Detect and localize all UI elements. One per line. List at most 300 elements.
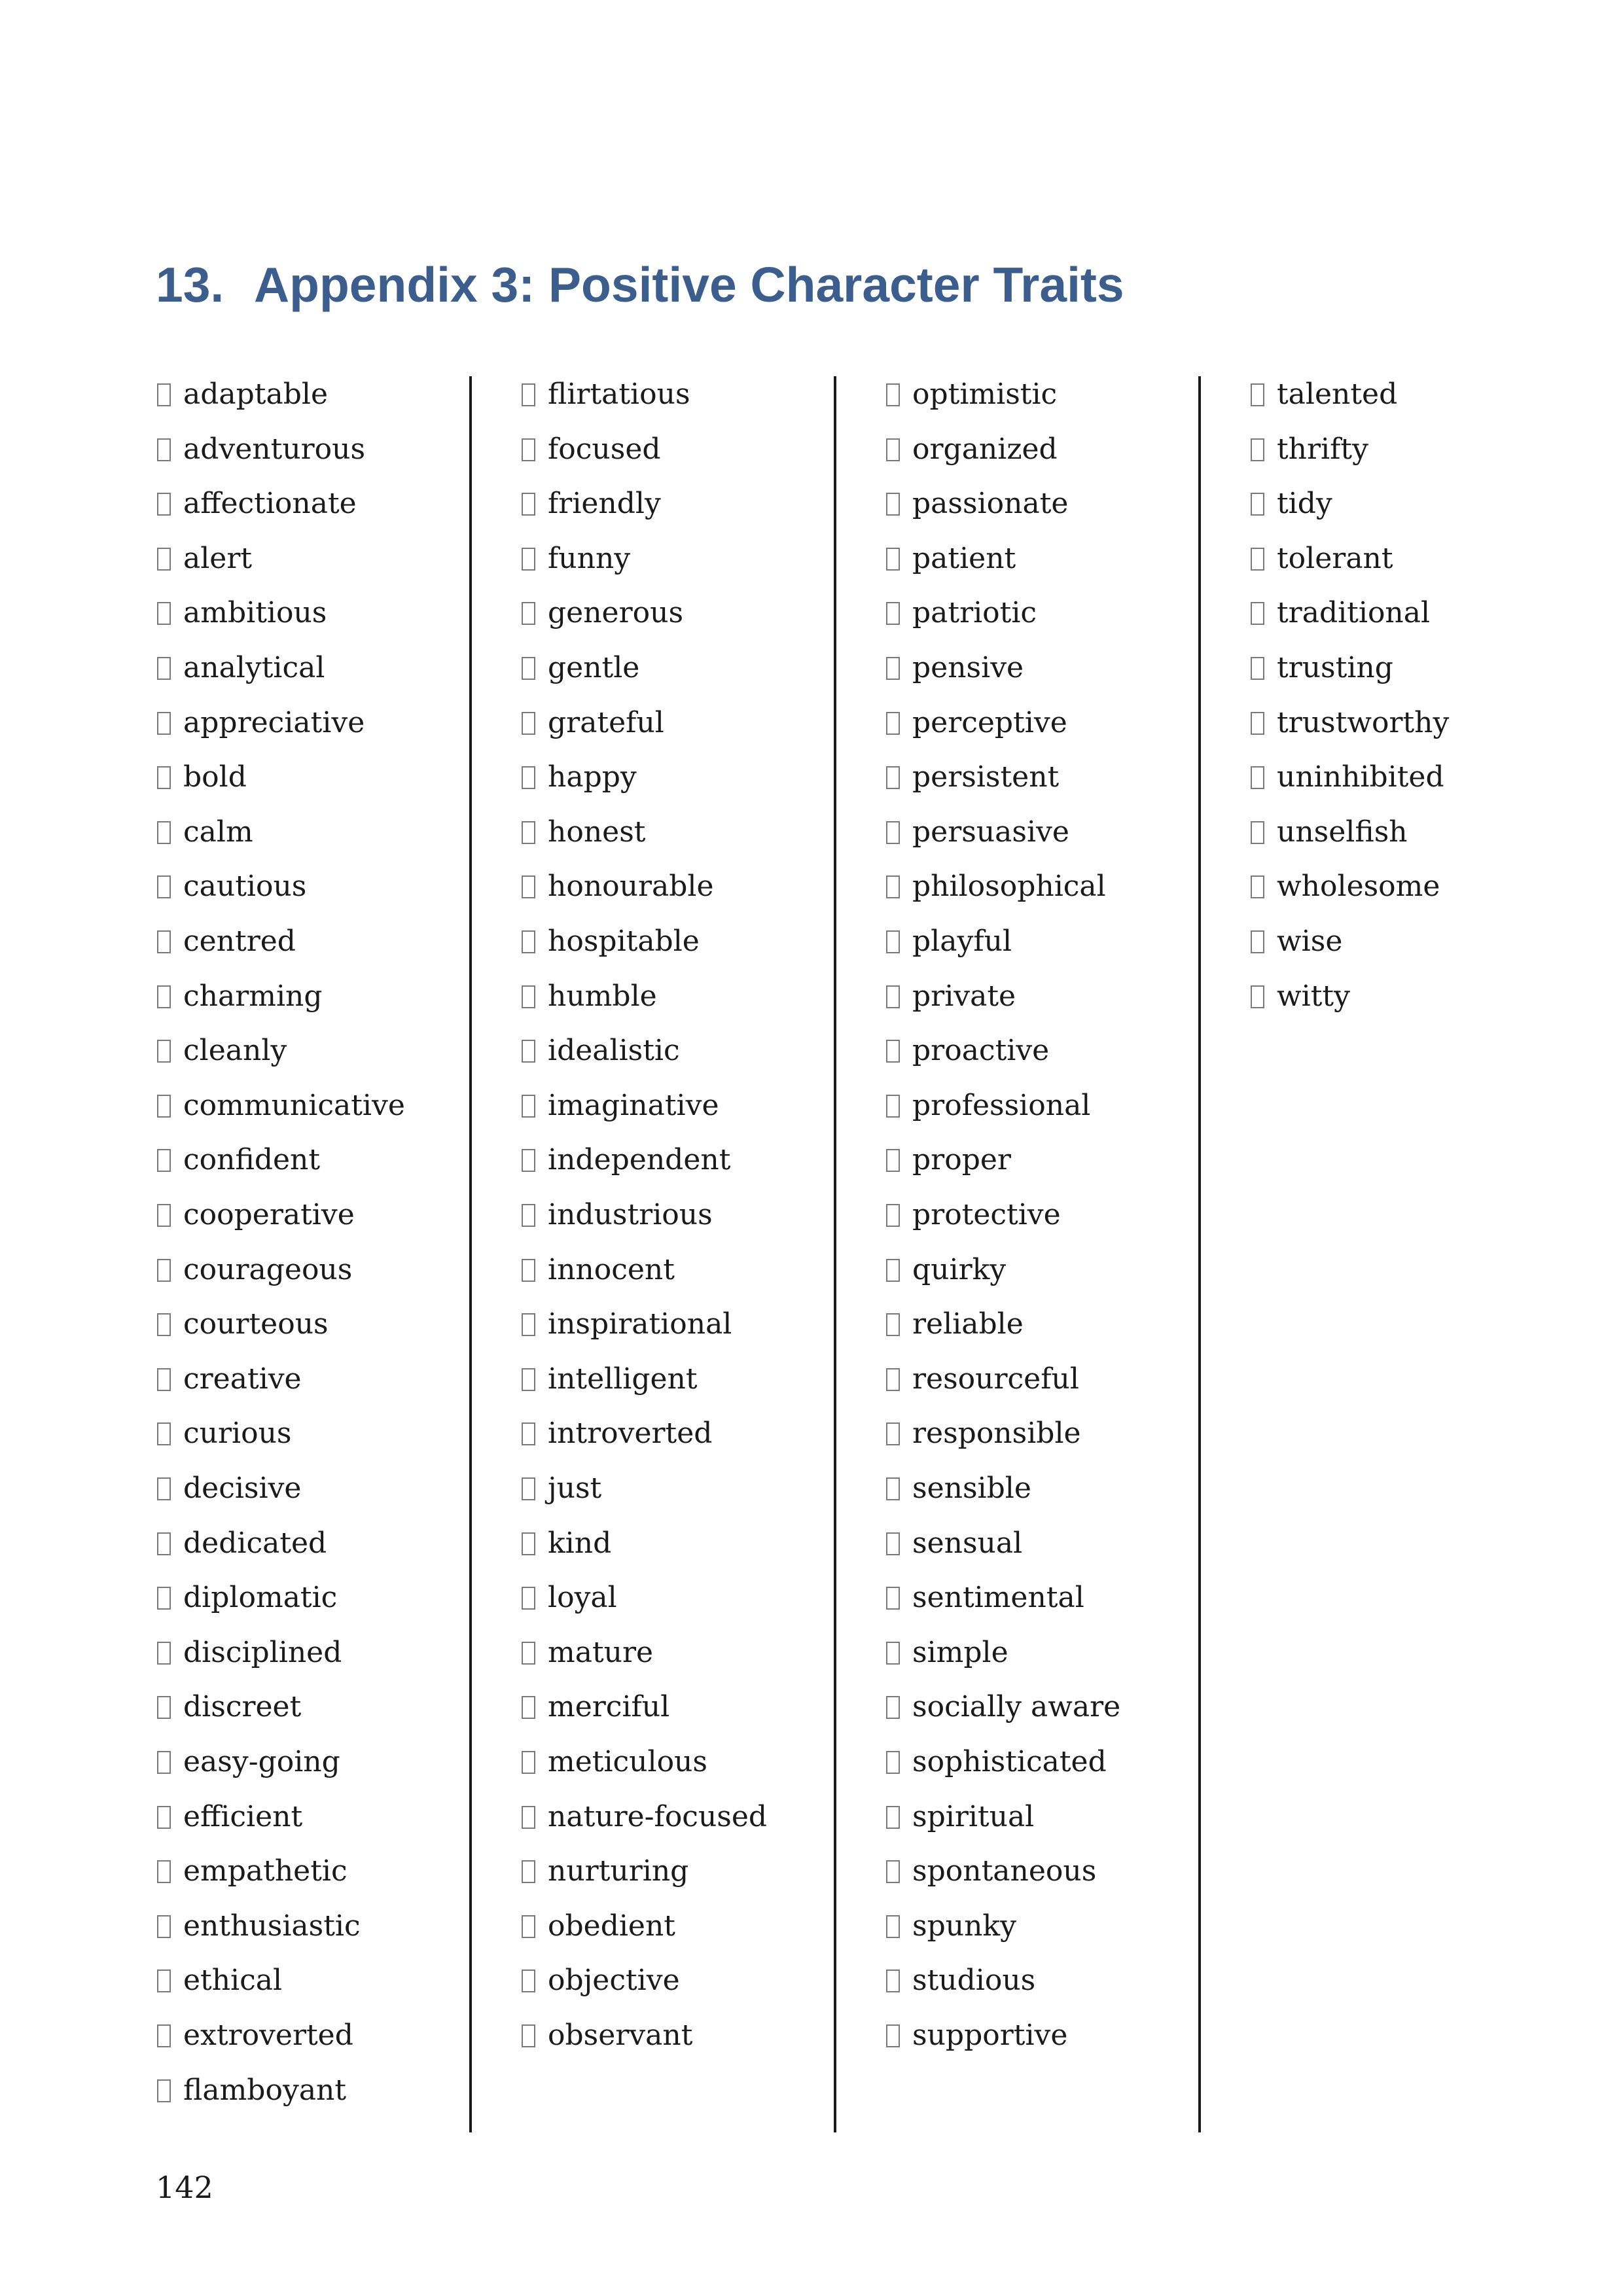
trait-label: calm	[183, 815, 253, 849]
trait-label: passionate	[912, 487, 1069, 520]
trait-checkbox[interactable]	[1251, 985, 1264, 1008]
trait-item[interactable]	[886, 1797, 1034, 1837]
trait-item[interactable]	[1251, 539, 1393, 578]
trait-item[interactable]	[157, 1961, 282, 2000]
trait-item[interactable]	[522, 484, 661, 523]
trait-checkbox[interactable]	[886, 985, 900, 1008]
trait-item[interactable]	[157, 1360, 302, 1399]
trait-label: affectionate	[183, 487, 357, 520]
trait-item[interactable]	[157, 1469, 301, 1508]
trait-checkbox[interactable]	[886, 2024, 900, 2047]
trait-item[interactable]	[886, 1469, 1031, 1508]
trait-checkbox[interactable]	[157, 2024, 171, 2047]
trait-label: gentle	[548, 651, 640, 684]
trait-label: supportive	[912, 2019, 1068, 2052]
trait-label: happy	[548, 760, 637, 794]
trait-checkbox[interactable]	[886, 821, 900, 844]
trait-label: empathetic	[183, 1854, 348, 1888]
trait-checkbox[interactable]	[157, 1806, 171, 1829]
trait-label: wise	[1277, 925, 1343, 958]
trait-label: alert	[183, 542, 253, 575]
trait-checkbox[interactable]	[157, 821, 171, 844]
trait-checkbox[interactable]	[886, 875, 900, 898]
trait-checkbox[interactable]	[522, 2024, 535, 2047]
trait-item[interactable]	[157, 1852, 348, 1891]
trait-checkbox[interactable]	[1251, 548, 1264, 571]
trait-checkbox[interactable]	[157, 1259, 171, 1282]
trait-item[interactable]	[157, 1797, 302, 1837]
trait-checkbox[interactable]	[1251, 493, 1264, 516]
trait-item[interactable]	[157, 593, 327, 633]
trait-label: loyal	[548, 1581, 617, 1614]
trait-checkbox[interactable]	[157, 383, 171, 406]
trait-label: observant	[548, 2019, 693, 2052]
trait-item[interactable]	[522, 758, 637, 797]
trait-label: obedient	[548, 1909, 675, 1943]
trait-label: proper	[912, 1143, 1011, 1176]
trait-checkbox[interactable]	[886, 766, 900, 789]
trait-checkbox[interactable]	[157, 493, 171, 516]
trait-label: introverted	[548, 1417, 713, 1450]
trait-item[interactable]	[886, 977, 1016, 1016]
trait-label: disciplined	[183, 1636, 342, 1669]
trait-checkbox[interactable]	[522, 1149, 535, 1172]
trait-checkbox[interactable]	[522, 766, 535, 789]
trait-checkbox[interactable]	[522, 1532, 535, 1555]
trait-label: witty	[1277, 980, 1350, 1013]
trait-checkbox[interactable]	[522, 1313, 535, 1336]
trait-checkbox[interactable]	[886, 438, 900, 461]
trait-item[interactable]	[522, 1086, 719, 1125]
trait-label: just	[548, 1472, 602, 1505]
trait-checkbox[interactable]	[1251, 383, 1264, 406]
trait-label: easy-going	[183, 1745, 340, 1778]
trait-label: sophisticated	[912, 1745, 1107, 1778]
trait-item[interactable]	[886, 867, 1106, 906]
trait-item[interactable]	[522, 1687, 669, 1727]
trait-checkbox[interactable]	[157, 1696, 171, 1719]
trait-item[interactable]	[886, 375, 1057, 414]
trait-item[interactable]	[886, 1961, 1035, 2000]
trait-item[interactable]	[886, 1414, 1081, 1453]
trait-checkbox[interactable]	[522, 1587, 535, 1610]
trait-label: objective	[548, 1964, 680, 1997]
trait-checkbox[interactable]	[522, 712, 535, 735]
trait-label: perceptive	[912, 706, 1067, 739]
trait-checkbox[interactable]	[886, 1368, 900, 1391]
trait-checkbox[interactable]	[886, 1696, 900, 1719]
trait-item[interactable]	[1251, 375, 1397, 414]
trait-item[interactable]	[522, 1250, 675, 1290]
trait-checkbox[interactable]	[1251, 438, 1264, 461]
trait-label: centred	[183, 925, 296, 958]
trait-checkbox[interactable]	[157, 602, 171, 625]
trait-label: nature-focused	[548, 1800, 768, 1833]
trait-label: philosophical	[912, 870, 1106, 903]
trait-checkbox[interactable]	[522, 548, 535, 571]
trait-checkbox[interactable]	[886, 1860, 900, 1883]
trait-checkbox[interactable]	[1251, 821, 1264, 844]
trait-label: studious	[912, 1964, 1036, 1997]
trait-label: efficient	[183, 1800, 303, 1833]
trait-item[interactable]	[522, 375, 690, 414]
trait-item[interactable]	[886, 922, 1012, 961]
trait-checkbox[interactable]	[157, 1204, 171, 1227]
trait-label: protective	[912, 1198, 1061, 1231]
trait-checkbox[interactable]	[522, 1751, 535, 1774]
trait-item[interactable]	[886, 1742, 1107, 1782]
trait-checkbox[interactable]	[522, 985, 535, 1008]
trait-label: enthusiastic	[183, 1909, 361, 1943]
trait-item[interactable]	[522, 1031, 680, 1070]
trait-item[interactable]	[886, 1250, 1006, 1290]
trait-label: grateful	[548, 706, 664, 739]
trait-checkbox[interactable]	[1251, 875, 1264, 898]
trait-checkbox[interactable]	[886, 1806, 900, 1829]
trait-item[interactable]	[157, 922, 296, 961]
trait-item[interactable]	[886, 703, 1067, 743]
trait-item[interactable]	[1251, 813, 1408, 852]
trait-label: adaptable	[183, 378, 328, 411]
trait-label: hospitable	[548, 925, 700, 958]
trait-item[interactable]	[1251, 922, 1342, 961]
trait-item[interactable]	[157, 1633, 342, 1672]
trait-label: courteous	[183, 1307, 329, 1341]
trait-item[interactable]	[157, 758, 247, 797]
trait-label: honest	[548, 815, 646, 849]
trait-item[interactable]	[157, 648, 325, 688]
trait-checkbox[interactable]	[1251, 602, 1264, 625]
trait-label: responsible	[912, 1417, 1081, 1450]
trait-label: merciful	[548, 1690, 670, 1723]
page-number: 142	[156, 2170, 213, 2205]
trait-item[interactable]	[157, 484, 357, 523]
trait-item[interactable]	[157, 1578, 337, 1617]
trait-checkbox[interactable]	[522, 438, 535, 461]
trait-checkbox[interactable]	[157, 1532, 171, 1555]
trait-checkbox[interactable]	[157, 1422, 171, 1445]
trait-label: proactive	[912, 1034, 1050, 1067]
trait-label: simple	[912, 1636, 1008, 1669]
trait-label: focused	[548, 433, 661, 466]
trait-checkbox[interactable]	[886, 1204, 900, 1227]
trait-item[interactable]	[522, 1961, 680, 2000]
trait-item[interactable]	[886, 2016, 1067, 2055]
trait-item[interactable]	[522, 1195, 713, 1235]
trait-checkbox[interactable]	[886, 930, 900, 953]
trait-label: analytical	[183, 651, 325, 684]
trait-label: meticulous	[548, 1745, 707, 1778]
trait-item[interactable]	[157, 1031, 287, 1070]
trait-checkbox[interactable]	[157, 2079, 171, 2102]
column-divider	[469, 376, 472, 2132]
trait-label: persuasive	[912, 815, 1069, 849]
trait-item[interactable]	[522, 867, 714, 906]
trait-checkbox[interactable]	[157, 1587, 171, 1610]
trait-item[interactable]	[157, 375, 328, 414]
trait-label: sensual	[912, 1527, 1023, 1560]
trait-item[interactable]	[1251, 703, 1449, 743]
trait-label: intelligent	[548, 1362, 698, 1396]
trait-checkbox[interactable]	[1251, 766, 1264, 789]
trait-label: funny	[548, 542, 631, 575]
trait-label: ethical	[183, 1964, 283, 1997]
trait-item[interactable]	[157, 2071, 346, 2110]
trait-item[interactable]	[1251, 867, 1440, 906]
trait-item[interactable]	[1251, 593, 1430, 633]
trait-checkbox[interactable]	[522, 1696, 535, 1719]
trait-checkbox[interactable]	[522, 1969, 535, 1992]
trait-item[interactable]	[886, 539, 1016, 578]
trait-checkbox[interactable]	[157, 657, 171, 680]
trait-checkbox[interactable]	[522, 930, 535, 953]
trait-label: diplomatic	[183, 1581, 338, 1614]
trait-label: quirky	[912, 1253, 1007, 1286]
trait-label: optimistic	[912, 378, 1058, 411]
trait-checkbox[interactable]	[522, 821, 535, 844]
trait-label: spunky	[912, 1909, 1016, 1943]
trait-item[interactable]	[886, 1140, 1011, 1180]
trait-item[interactable]	[157, 2016, 353, 2055]
trait-item[interactable]	[522, 1742, 707, 1782]
trait-checkbox[interactable]	[157, 1040, 171, 1063]
trait-label: appreciative	[183, 706, 365, 739]
trait-checkbox[interactable]	[157, 875, 171, 898]
trait-label: kind	[548, 1527, 612, 1560]
trait-item[interactable]	[157, 1524, 327, 1563]
trait-item[interactable]	[157, 1195, 355, 1235]
trait-checkbox[interactable]	[522, 1259, 535, 1282]
trait-label: resourceful	[912, 1362, 1079, 1396]
trait-label: courageous	[183, 1253, 353, 1286]
trait-label: flirtatious	[548, 378, 690, 411]
trait-item[interactable]	[886, 758, 1059, 797]
trait-label: bold	[183, 760, 247, 794]
trait-label: generous	[548, 596, 684, 629]
trait-item[interactable]	[157, 977, 323, 1016]
trait-item[interactable]	[1251, 758, 1444, 797]
column-divider	[834, 376, 836, 2132]
trait-checkbox[interactable]	[157, 1751, 171, 1774]
trait-item[interactable]	[522, 1797, 767, 1837]
trait-checkbox[interactable]	[522, 875, 535, 898]
trait-label: communicative	[183, 1089, 405, 1122]
trait-checkbox[interactable]	[157, 1969, 171, 1992]
trait-label: ambitious	[183, 596, 327, 629]
trait-item[interactable]	[1251, 648, 1393, 688]
trait-item[interactable]	[886, 1633, 1008, 1672]
trait-item[interactable]	[1251, 977, 1350, 1016]
trait-label: socially aware	[912, 1690, 1121, 1723]
trait-label: idealistic	[548, 1034, 680, 1067]
trait-item[interactable]	[886, 430, 1058, 469]
trait-item[interactable]	[522, 648, 639, 688]
trait-item[interactable]	[157, 1086, 405, 1125]
trait-checkbox[interactable]	[522, 1422, 535, 1445]
trait-item[interactable]	[522, 1907, 675, 1946]
trait-item[interactable]	[157, 539, 252, 578]
trait-item[interactable]	[157, 1742, 340, 1782]
section-number: 13.	[156, 257, 224, 312]
trait-item[interactable]	[886, 1305, 1024, 1344]
trait-checkbox[interactable]	[157, 766, 171, 789]
trait-label: inspirational	[548, 1307, 732, 1341]
section-title: Appendix 3: Positive Character Traits	[254, 257, 1124, 312]
trait-item[interactable]	[522, 2016, 692, 2055]
trait-checkbox[interactable]	[886, 1095, 900, 1118]
trait-checkbox[interactable]	[157, 1149, 171, 1172]
trait-checkbox[interactable]	[157, 1368, 171, 1391]
trait-item[interactable]	[522, 1578, 617, 1617]
trait-item[interactable]	[522, 1469, 601, 1508]
trait-label: confident	[183, 1143, 321, 1176]
trait-item[interactable]	[157, 1907, 361, 1946]
trait-item[interactable]	[157, 1140, 320, 1180]
trait-label: trusting	[1277, 651, 1393, 684]
trait-checkbox[interactable]	[522, 383, 535, 406]
trait-item[interactable]	[522, 1524, 611, 1563]
trait-item[interactable]	[886, 1195, 1061, 1235]
trait-item[interactable]	[157, 1305, 329, 1344]
trait-label: trustworthy	[1277, 706, 1450, 739]
trait-label: independent	[548, 1143, 731, 1176]
trait-label: organized	[912, 433, 1058, 466]
trait-label: creative	[183, 1362, 302, 1396]
trait-item[interactable]	[886, 813, 1069, 852]
trait-label: thrifty	[1277, 433, 1368, 466]
trait-checkbox[interactable]	[157, 1477, 171, 1500]
trait-checkbox[interactable]	[157, 1860, 171, 1883]
trait-checkbox[interactable]	[886, 1477, 900, 1500]
trait-label: cautious	[183, 870, 307, 903]
trait-item[interactable]	[886, 1907, 1016, 1946]
trait-item[interactable]	[522, 1305, 732, 1344]
trait-checkbox[interactable]	[157, 712, 171, 735]
trait-checkbox[interactable]	[157, 1642, 171, 1665]
trait-checkbox[interactable]	[886, 1313, 900, 1336]
trait-item[interactable]	[886, 1086, 1090, 1125]
trait-checkbox[interactable]	[886, 1149, 900, 1172]
trait-label: nurturing	[548, 1854, 689, 1888]
trait-item[interactable]	[1251, 484, 1332, 523]
trait-checkbox[interactable]	[157, 930, 171, 953]
trait-checkbox[interactable]	[157, 438, 171, 461]
trait-checkbox[interactable]	[886, 602, 900, 625]
trait-checkbox[interactable]	[522, 1477, 535, 1500]
trait-checkbox[interactable]	[522, 1806, 535, 1829]
trait-checkbox[interactable]	[1251, 930, 1264, 953]
trait-checkbox[interactable]	[886, 1751, 900, 1774]
trait-item[interactable]	[886, 1031, 1049, 1070]
trait-item[interactable]	[886, 1524, 1022, 1563]
trait-checkbox[interactable]	[522, 1642, 535, 1665]
trait-item[interactable]	[522, 1852, 688, 1891]
trait-checkbox[interactable]	[886, 1040, 900, 1063]
trait-item[interactable]	[522, 922, 700, 961]
trait-item[interactable]	[886, 648, 1024, 688]
trait-item[interactable]	[157, 430, 365, 469]
trait-label: talented	[1277, 378, 1398, 411]
trait-checkbox[interactable]	[522, 1040, 535, 1063]
trait-item[interactable]	[522, 430, 661, 469]
trait-item[interactable]	[157, 1687, 301, 1727]
trait-item[interactable]	[522, 1633, 653, 1672]
trait-item[interactable]	[1251, 430, 1368, 469]
trait-label: wholesome	[1277, 870, 1440, 903]
trait-checkbox[interactable]	[522, 1915, 535, 1938]
trait-item[interactable]	[886, 484, 1068, 523]
trait-label: sentimental	[912, 1581, 1084, 1614]
trait-label: adventurous	[183, 433, 366, 466]
trait-item[interactable]	[522, 813, 645, 852]
trait-item[interactable]	[522, 593, 683, 633]
trait-checkbox[interactable]	[886, 1422, 900, 1445]
trait-label: persistent	[912, 760, 1060, 794]
trait-item[interactable]	[157, 1250, 352, 1290]
trait-item[interactable]	[886, 593, 1037, 633]
trait-checkbox[interactable]	[522, 1095, 535, 1118]
trait-checkbox[interactable]	[1251, 712, 1264, 735]
trait-checkbox[interactable]	[157, 985, 171, 1008]
trait-item[interactable]	[522, 1360, 698, 1399]
trait-item[interactable]	[522, 977, 657, 1016]
trait-checkbox[interactable]	[522, 493, 535, 516]
trait-checkbox[interactable]	[1251, 657, 1264, 680]
trait-checkbox[interactable]	[886, 1642, 900, 1665]
trait-label: uninhibited	[1277, 760, 1444, 794]
trait-checkbox[interactable]	[886, 1969, 900, 1992]
trait-item[interactable]	[522, 1414, 712, 1453]
trait-item[interactable]	[157, 813, 253, 852]
trait-checkbox[interactable]	[886, 712, 900, 735]
trait-checkbox[interactable]	[886, 383, 900, 406]
trait-item[interactable]	[886, 1578, 1084, 1617]
trait-checkbox[interactable]	[886, 1587, 900, 1610]
trait-item[interactable]	[157, 703, 365, 743]
trait-checkbox[interactable]	[157, 1915, 171, 1938]
trait-checkbox[interactable]	[886, 548, 900, 571]
trait-checkbox[interactable]	[157, 1313, 171, 1336]
trait-checkbox[interactable]	[886, 1915, 900, 1938]
trait-item[interactable]	[157, 1414, 292, 1453]
trait-checkbox[interactable]	[157, 1095, 171, 1118]
trait-label: patient	[912, 542, 1016, 575]
trait-checkbox[interactable]	[886, 1259, 900, 1282]
trait-label: tidy	[1277, 487, 1332, 520]
trait-label: patriotic	[912, 596, 1037, 629]
trait-checkbox[interactable]	[522, 1204, 535, 1227]
trait-checkbox[interactable]	[886, 493, 900, 516]
trait-checkbox[interactable]	[886, 657, 900, 680]
trait-item[interactable]	[522, 1140, 730, 1180]
trait-item[interactable]	[886, 1687, 1120, 1727]
trait-item[interactable]	[157, 867, 306, 906]
trait-item[interactable]	[886, 1360, 1079, 1399]
trait-item[interactable]	[886, 1852, 1096, 1891]
trait-checkbox[interactable]	[522, 657, 535, 680]
trait-checkbox[interactable]	[157, 548, 171, 571]
trait-checkbox[interactable]	[522, 1368, 535, 1391]
trait-label: unselfish	[1277, 815, 1408, 849]
trait-checkbox[interactable]	[886, 1532, 900, 1555]
trait-item[interactable]	[522, 539, 630, 578]
trait-label: spiritual	[912, 1800, 1035, 1833]
trait-checkbox[interactable]	[522, 1860, 535, 1883]
trait-label: reliable	[912, 1307, 1024, 1341]
trait-label: private	[912, 980, 1016, 1013]
trait-item[interactable]	[522, 703, 664, 743]
trait-checkbox[interactable]	[522, 602, 535, 625]
